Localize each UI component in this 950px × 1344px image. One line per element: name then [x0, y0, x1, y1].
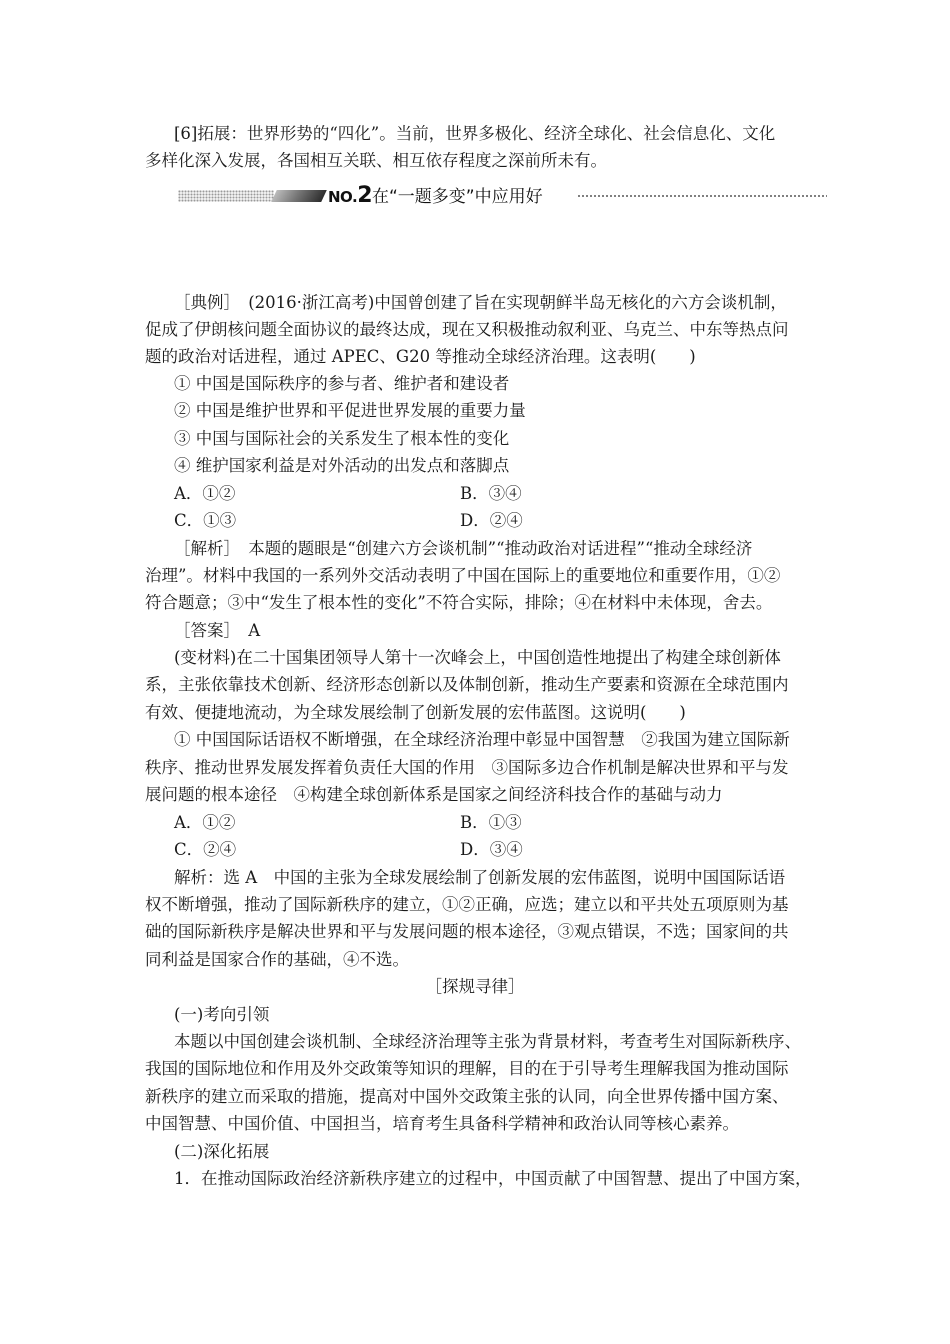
variant-option-c: C．②④: [174, 840, 237, 859]
example-option-b: B．③④: [460, 484, 522, 503]
variant-analysis-line-3: 础的国际新秩序是解决世界和平与发展问题的根本途径，③观点错误，不选；国家间的共: [145, 922, 789, 941]
example-statement-1: ① 中国是国际秩序的参与者、维护者和建设者: [174, 374, 510, 393]
example-option-a: A．①②: [174, 484, 236, 503]
variant-analysis-line-1: 解析：选 A 中国的主张为全球发展绘制了创新发展的宏伟蓝图，说明中国国际话语: [174, 868, 786, 887]
extension-line-2: 多样化深入发展，各国相互关联、相互依存程度之深前所未有。: [145, 151, 607, 170]
banner-dotted-band: [178, 190, 274, 202]
section1-line-4: 中国智慧、中国价值、中国担当，培育考生具备科学精神和政治认同等核心素养。: [145, 1114, 739, 1133]
rules-heading: ［探规寻律］: [425, 977, 525, 996]
variant-option-a: A．①②: [174, 813, 236, 832]
variant-line-1: (变材料)在二十国集团领导人第十一次峰会上，中国创造性地提出了构建全球创新体: [174, 648, 781, 667]
banner-slash-graphic: [271, 190, 327, 202]
variant-line-3: 有效、便捷地流动，为全球发展绘制了创新发展的宏伟蓝图。这说明( ): [145, 703, 686, 722]
example-statement-3: ③ 中国与国际社会的关系发生了根本性的变化: [174, 429, 510, 448]
variant-analysis-line-4: 同利益是国家合作的基础，④不选。: [145, 950, 409, 969]
banner-title: 在“一题多变”中应用好: [372, 187, 543, 207]
example-analysis-line-3: 符合题意；③中“发生了根本性的变化”不符合实际，排除；④在材料中未体现，舍去。: [145, 593, 773, 612]
banner-dotted-rule: [577, 195, 827, 197]
variant-line-2: 系，主张依靠技术创新、经济形态创新以及体制创新，推动生产要素和资源在全球范围内: [145, 675, 789, 694]
example-answer: ［答案］ A: [174, 621, 261, 640]
example-line-2: 促成了伊朗核问题全面协议的最终达成，现在又积极推动叙利亚、乌克兰、中东等热点问: [145, 320, 789, 339]
example-statement-2: ② 中国是维护世界和平促进世界发展的重要力量: [174, 401, 526, 420]
example-analysis-line-1: ［解析］ 本题的题眼是“创建六方会谈机制”“推动政治对话进程”“推动全球经济: [174, 539, 753, 558]
variant-statement-line-2: 秩序、推动世界发展发挥着负责任大国的作用 ③国际多边合作机制是解决世界和平与发: [145, 758, 789, 777]
variant-statement-line-1: ① 中国国际话语权不断增强，在全球经济治理中彰显中国智慧 ②我国为建立国际新: [174, 730, 790, 749]
section1-line-3: 新秩序的建立而采取的措施，提高对中国外交政策主张的认同，向全世界传播中国方案、: [145, 1087, 789, 1106]
example-analysis-line-2: 治理”。材料中我国的一系列外交活动表明了中国在国际上的重要地位和重要作用，①②: [145, 566, 781, 585]
example-option-d: D．②④: [460, 511, 523, 530]
variant-analysis-line-2: 权不断增强，推动了国际新秩序的建立，①②正确，应选；建立以和平共处五项原则为基: [145, 895, 789, 914]
section2-line-1: 1．在推动国际政治经济新秩序建立的过程中，中国贡献了中国智慧、提出了中国方案，: [174, 1169, 812, 1188]
section1-line-1: 本题以中国创建会谈机制、全球经济治理等主张为背景材料，考查考生对国际新秩序、: [174, 1032, 801, 1051]
variant-option-d: D．③④: [460, 840, 523, 859]
section1-title: (一)考向引领: [174, 1005, 270, 1024]
variant-option-b: B．①③: [460, 813, 522, 832]
section2-title: (二)深化拓展: [174, 1142, 270, 1161]
extension-line-1: [6]拓展：世界形势的“四化”。当前，世界多极化、经济全球化、社会信息化、文化: [174, 124, 776, 143]
example-option-c: C．①③: [174, 511, 237, 530]
section1-line-2: 我国的国际地位和作用及外交政策等知识的理解，目的在于引导考生理解我国为推动国际: [145, 1059, 789, 1078]
example-line-1: ［典例］ (2016·浙江高考)中国曾创建了旨在实现朝鲜半岛无核化的六方会谈机制，: [174, 293, 787, 312]
example-line-3: 题的政治对话进程，通过 APEC、G20 等推动全球经济治理。这表明( ): [145, 347, 696, 366]
example-statement-4: ④ 维护国家利益是对外活动的出发点和落脚点: [174, 456, 510, 475]
variant-statement-line-3: 展问题的根本途径 ④构建全球创新体系是国家之间经济科技合作的基础与动力: [145, 785, 723, 804]
section-banner: [178, 184, 828, 212]
banner-number: NO.2: [328, 183, 372, 208]
